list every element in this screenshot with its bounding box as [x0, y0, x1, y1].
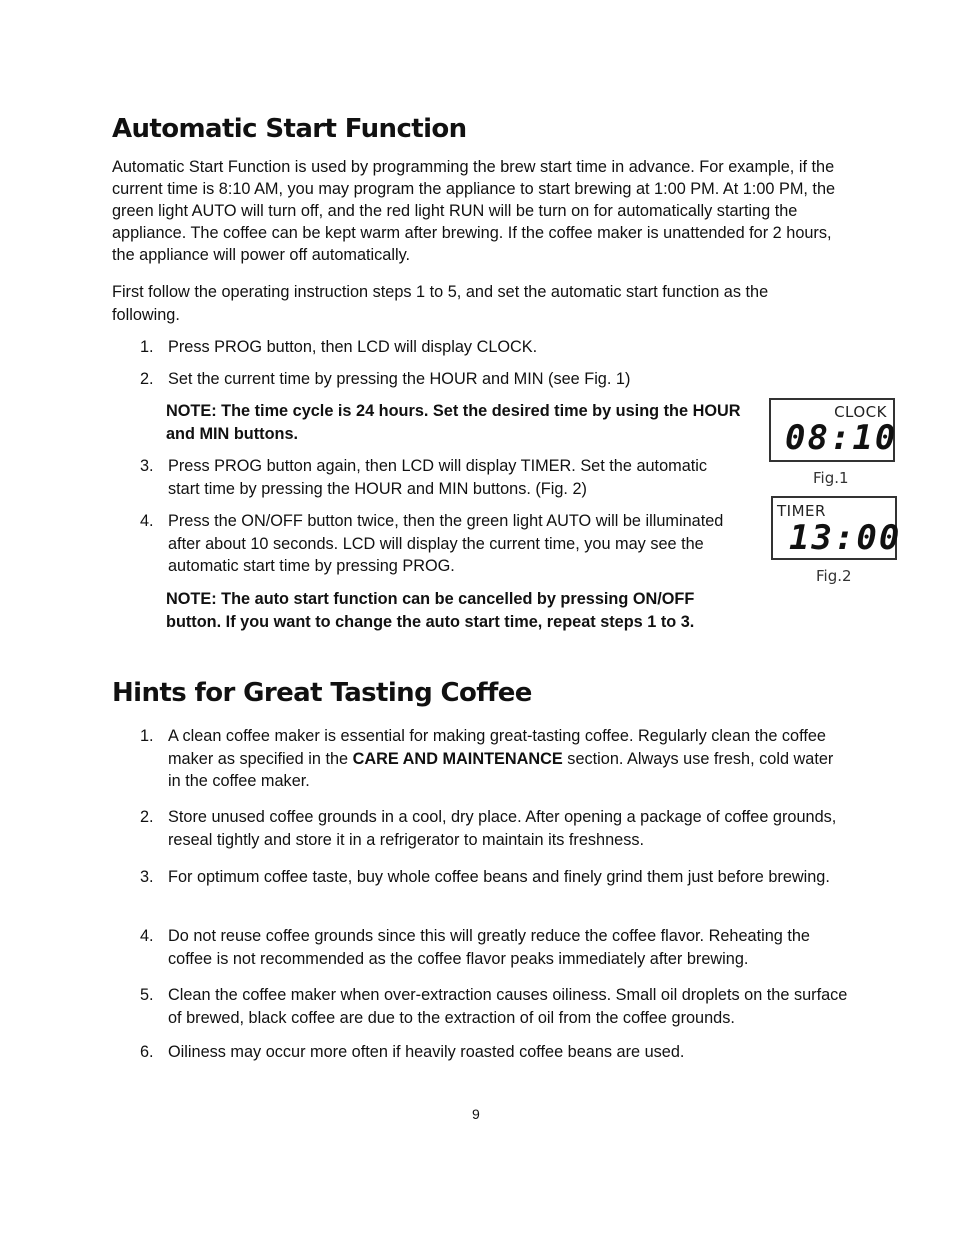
section-title-hints: Hints for Great Tasting Coffee	[112, 678, 532, 708]
step-text: Press PROG button, then LCD will display CLOCK.	[168, 338, 538, 356]
hint-text: For optimum coffee taste, buy whole coffee beans and finely grind them just before brewing.	[168, 868, 830, 886]
figure-1-caption: Fig.1	[813, 469, 849, 487]
figure-2-caption: Fig.2	[816, 567, 852, 585]
note-time-cycle: NOTE: The time cycle is 24 hours. Set the desired time by using the HOUR and MIN buttons.	[166, 402, 741, 443]
hint-text: Clean the coffee maker when over-extraction causes oiliness. Small oil droplets on the surface of brewed, black coffee are due to the extraction of oil from the coffee grounds.	[168, 986, 848, 1027]
auto-start-step	[140, 510, 740, 578]
hint-text: Do not reuse coffee grounds since this will greatly reduce the coffee flavor. Reheating the coffee is not recommended as the coffee flavor peaks immediately after brewing.	[168, 927, 810, 968]
step-text: Set the current time by pressing the HOUR and MIN (see Fig. 1)	[168, 370, 631, 388]
hint-item	[140, 984, 850, 1029]
step-number: 2.	[140, 370, 154, 388]
hint-number: 2.	[140, 808, 154, 826]
step-number: 3.	[140, 457, 154, 475]
lcd-clock-label: CLOCK	[834, 403, 887, 421]
hint-item	[140, 806, 840, 851]
hint-text: A clean coffee maker is essential for making great-tasting coffee. Regularly clean the coffee maker as specified in the CARE AND MAINTENANCE section. Always use fresh, cold water in the coffee maker.	[168, 727, 834, 790]
lcd-timer-digits: 13:00	[789, 518, 902, 558]
hint-number: 1.	[140, 727, 154, 745]
hint-item	[140, 866, 840, 889]
hint-text: Oiliness may occur more often if heavily roasted coffee beans are used.	[168, 1043, 685, 1061]
lcd-clock-digits: 08:10	[785, 418, 898, 458]
auto-start-step	[140, 336, 740, 359]
lcd-display-timer	[771, 496, 902, 560]
auto-start-lead: First follow the operating instruction steps 1 to 5, and set the automatic start function as the following.	[112, 283, 769, 324]
hint-number: 3.	[140, 868, 154, 886]
lcd-timer-label: TIMER	[777, 502, 826, 520]
step-text: Press PROG button again, then LCD will display TIMER. Set the automatic start time by pressing the HOUR and MIN buttons. (Fig. 2)	[168, 457, 708, 498]
hint-item	[140, 725, 840, 793]
auto-start-intro: Automatic Start Function is used by programming the brew start time in advance. For example, if the current time is 8:10 AM, you may program the appliance to start brewing at 1:00 PM. At 1:00 PM, the green light AUTO will turn off, and the red light RUN will be turn on for automatically starting the appliance. The coffee can be kept warm after brewing. If the coffee maker is unattended for 2 hours, the appliance will power off automatically.	[112, 158, 836, 264]
step-number: 4.	[140, 512, 154, 530]
hint-item	[140, 1041, 840, 1064]
hint-text: Store unused coffee grounds in a cool, dry place. After opening a package of coffee grounds, reseal tightly and store it in a refrigerator to maintain its freshness.	[168, 808, 837, 849]
hint-number: 6.	[140, 1043, 154, 1061]
step-text: Press the ON/OFF button twice, then the green light AUTO will be illuminated after about 10 seconds. LCD will display the current time, you may see the automatic start time by pressing PROG.	[168, 512, 724, 575]
page-number: 9	[472, 1106, 480, 1122]
step-number: 1.	[140, 338, 154, 356]
hint-item	[140, 925, 840, 970]
note-auto-start-cancel: NOTE: The auto start function can be cancelled by pressing ON/OFF button. If you want to change the auto start time, repeat steps 1 to 3.	[166, 590, 695, 631]
care-and-maintenance-reference: CARE AND MAINTENANCE	[352, 749, 563, 768]
hint-number: 4.	[140, 927, 154, 945]
section-title-automatic-start: Automatic Start Function	[112, 114, 467, 144]
lcd-display-clock	[769, 398, 898, 462]
hint-number: 5.	[140, 986, 154, 1004]
auto-start-step	[140, 455, 730, 500]
auto-start-step	[140, 368, 740, 391]
